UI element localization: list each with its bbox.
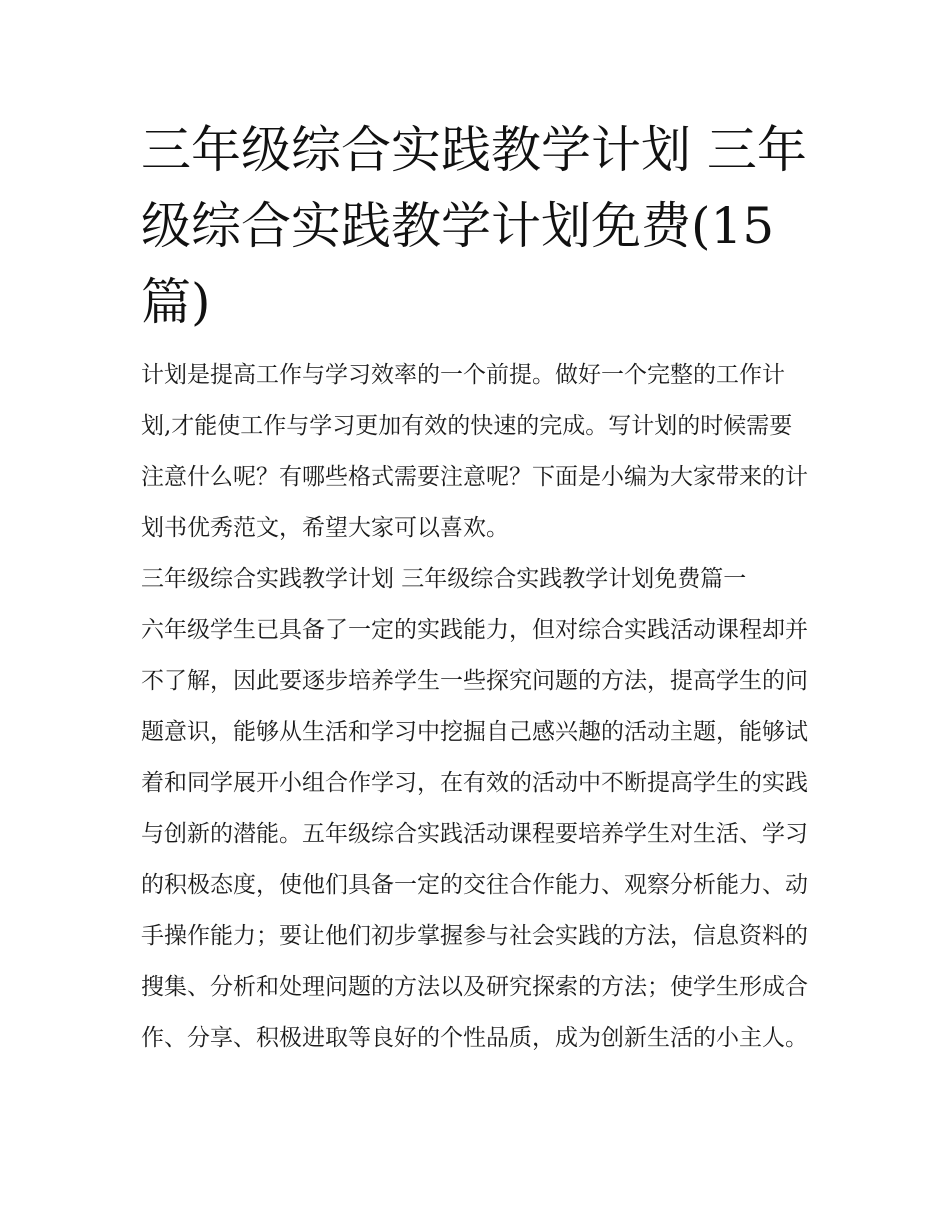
document-title: 三年级综合实践教学计划 三年级综合实践教学计划免费(15篇) [141, 121, 807, 331]
section-heading: 三年级综合实践教学计划 三年级综合实践教学计划免费篇一 [141, 566, 747, 592]
intro-paragraph: 计划是提高工作与学习效率的一个前提。做好一个完整的工作计划,才能使工作与学习更加有效的快速的完成。写计划的时候需要注意什么呢？有哪些格式需要注意呢？下面是小编为大家带来的计划书优秀范文，希望大家可以喜欢。 [141, 362, 808, 541]
body-paragraph: 六年级学生已具备了一定的实践能力，但对综合实践活动课程却并不了解，因此要逐步培养学生一些探究问题的方法，提高学生的问题意识，能够从生活和学习中挖掘自己感兴趣的活动主题，能够试着和同学展开小组合作学习，在有效的活动中不断提高学生的实践与创新的潜能。五年级综合实践活动课程要培养学生对生活、学习的积极态度，使他们具备一定的交往合作能力、观察分析能力、动手操作能力；要让他们初步掌握参与社会实践的方法，信息资料的搜集、分析和处理问题的方法以及研究探索的方法；使学生形成合作、分享、积极进取等良好的个性品质，成为创新生活的小主人。 [141, 617, 808, 1051]
document-content [141, 112, 813, 1064]
